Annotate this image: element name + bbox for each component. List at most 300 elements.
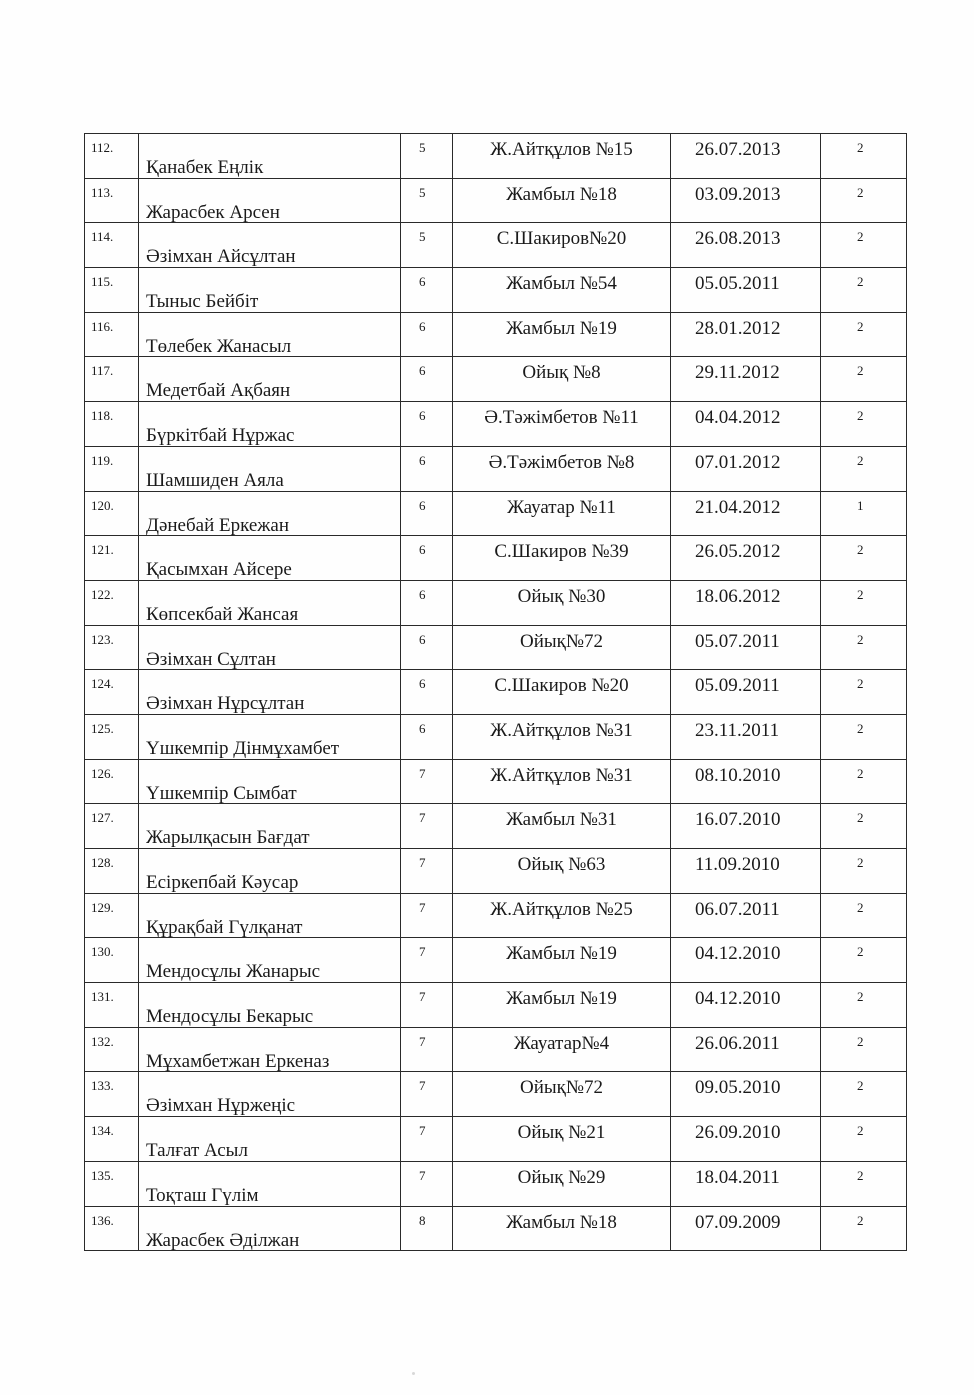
students-table-body <box>85 134 907 1251</box>
date-cell <box>671 893 821 938</box>
table-row <box>85 714 907 759</box>
grade-value: 6 <box>419 497 426 513</box>
row-number: 117. <box>91 363 114 379</box>
name-cell <box>139 357 401 402</box>
name-cell <box>139 491 401 536</box>
students-table <box>84 133 907 1251</box>
address-value: Ж.Айтқұлов №25 <box>490 898 633 920</box>
count-value: 2 <box>857 408 864 424</box>
address-cell <box>453 714 671 759</box>
number-cell <box>85 357 139 402</box>
date-cell <box>671 491 821 536</box>
grade-value: 6 <box>419 542 426 558</box>
address-cell <box>453 312 671 357</box>
birth-date: 26.07.2013 <box>695 139 781 160</box>
grade-cell <box>401 804 453 849</box>
address-cell <box>453 893 671 938</box>
birth-date: 03.09.2013 <box>695 183 781 205</box>
address-cell <box>453 1072 671 1117</box>
count-value: 2 <box>857 542 864 558</box>
address-cell <box>453 491 671 536</box>
row-number: 112. <box>91 140 114 155</box>
date-cell <box>671 134 821 179</box>
name-cell <box>139 849 401 894</box>
count-value: 2 <box>857 452 864 468</box>
count-value: 2 <box>857 944 864 960</box>
student-name: Тыныс Бейбіт <box>146 291 259 313</box>
address-value: Ойық№72 <box>519 630 603 652</box>
student-name: Шамшиден Аяла <box>146 469 284 491</box>
count-cell <box>821 1161 907 1206</box>
student-name: Әзімхан Нұрсұлтан <box>146 693 305 715</box>
grade-cell <box>401 670 453 715</box>
name-cell <box>139 268 401 313</box>
grade-value: 6 <box>419 363 426 379</box>
address-value: Ойық №21 <box>517 1122 606 1144</box>
date-cell <box>671 759 821 804</box>
address-cell <box>453 446 671 491</box>
count-cell <box>821 536 907 581</box>
count-cell <box>821 491 907 536</box>
count-value: 2 <box>857 810 864 826</box>
date-cell <box>671 357 821 402</box>
row-number: 122. <box>91 586 114 602</box>
birth-date: 26.09.2010 <box>695 1122 781 1144</box>
count-cell <box>821 1072 907 1117</box>
address-value: Жамбыл №19 <box>506 988 617 1010</box>
count-value: 2 <box>857 184 864 200</box>
date-cell <box>671 1206 821 1251</box>
number-cell <box>85 1161 139 1206</box>
birth-date: 07.09.2009 <box>695 1211 781 1233</box>
grade-cell <box>401 625 453 670</box>
address-value: С.Шакиров №20 <box>494 675 629 697</box>
count-value: 2 <box>857 1033 864 1049</box>
date-cell <box>671 714 821 759</box>
row-number: 129. <box>91 899 114 915</box>
birth-date: 04.12.2010 <box>695 988 781 1010</box>
name-cell <box>139 1072 401 1117</box>
birth-date: 04.04.2012 <box>695 407 781 429</box>
grade-cell <box>401 536 453 581</box>
name-cell <box>139 1161 401 1206</box>
address-cell <box>453 759 671 804</box>
number-cell <box>85 536 139 581</box>
count-value: 2 <box>857 631 864 647</box>
table-row <box>85 1206 907 1251</box>
name-cell <box>139 804 401 849</box>
number-cell <box>85 134 139 179</box>
grade-cell <box>401 402 453 447</box>
student-name: Жарылқасын Бағдат <box>146 827 310 849</box>
name-cell <box>139 670 401 715</box>
number-cell <box>85 670 139 715</box>
address-cell <box>453 1027 671 1072</box>
count-cell <box>821 134 907 179</box>
name-cell <box>139 1027 401 1072</box>
date-cell <box>671 402 821 447</box>
row-number: 132. <box>91 1033 114 1049</box>
count-value: 1 <box>857 497 864 513</box>
address-value: Ойық №30 <box>517 585 606 607</box>
grade-cell <box>401 1161 453 1206</box>
address-cell <box>453 178 671 223</box>
date-cell <box>671 446 821 491</box>
table-row <box>85 536 907 581</box>
count-cell <box>821 357 907 402</box>
grade-cell <box>401 312 453 357</box>
grade-cell <box>401 1072 453 1117</box>
date-cell <box>671 312 821 357</box>
grade-value: 7 <box>419 1123 426 1139</box>
birth-date: 11.09.2010 <box>695 854 780 875</box>
row-number: 114. <box>91 229 114 245</box>
count-value: 2 <box>857 1123 864 1139</box>
name-cell <box>139 402 401 447</box>
date-cell <box>671 1072 821 1117</box>
date-cell <box>671 1117 821 1162</box>
grade-cell <box>401 268 453 313</box>
count-value: 2 <box>857 140 864 155</box>
row-number: 133. <box>91 1078 114 1094</box>
birth-date: 05.05.2011 <box>695 273 780 295</box>
student-name: Үшкемпір Дінмұхамбет <box>146 737 340 759</box>
address-value: Жамбыл №31 <box>506 809 617 831</box>
grade-cell <box>401 983 453 1028</box>
table-row <box>85 983 907 1028</box>
row-number: 116. <box>91 318 114 334</box>
count-value: 2 <box>857 363 864 379</box>
grade-value: 7 <box>419 1078 426 1094</box>
grade-value: 7 <box>419 1033 426 1049</box>
number-cell <box>85 402 139 447</box>
grade-cell <box>401 580 453 625</box>
scan-speck <box>412 1372 415 1375</box>
birth-date: 26.06.2011 <box>695 1032 780 1054</box>
address-value: Жамбыл №18 <box>506 1211 617 1233</box>
number-cell <box>85 1027 139 1072</box>
name-cell <box>139 714 401 759</box>
address-value: Жауатар№4 <box>513 1032 610 1054</box>
number-cell <box>85 1206 139 1251</box>
student-name: Мендосұлы Жанарыс <box>146 961 321 983</box>
count-cell <box>821 268 907 313</box>
date-cell <box>671 804 821 849</box>
student-name: Мендосұлы Бекарыс <box>146 1006 314 1028</box>
count-value: 2 <box>857 229 864 245</box>
count-value: 2 <box>857 274 864 290</box>
student-name: Жарасбек Арсен <box>146 201 280 223</box>
address-value: Жауатар №11 <box>507 496 616 518</box>
number-cell <box>85 268 139 313</box>
grade-cell <box>401 849 453 894</box>
table-row <box>85 491 907 536</box>
number-cell <box>85 759 139 804</box>
address-cell <box>453 1206 671 1251</box>
date-cell <box>671 625 821 670</box>
grade-cell <box>401 446 453 491</box>
grade-cell <box>401 938 453 983</box>
count-cell <box>821 714 907 759</box>
birth-date: 06.07.2011 <box>695 898 780 920</box>
number-cell <box>85 849 139 894</box>
address-value: Ойық№72 <box>519 1077 603 1099</box>
grade-value: 7 <box>419 1167 426 1183</box>
address-cell <box>453 536 671 581</box>
number-cell <box>85 580 139 625</box>
count-value: 2 <box>857 318 864 334</box>
number-cell <box>85 625 139 670</box>
grade-value: 7 <box>419 944 426 960</box>
birth-date: 28.01.2012 <box>695 317 781 339</box>
grade-value: 6 <box>419 631 426 647</box>
grade-value: 6 <box>419 586 426 602</box>
number-cell <box>85 804 139 849</box>
grade-value: 6 <box>419 318 426 334</box>
date-cell <box>671 536 821 581</box>
address-value: С.Шакиров№20 <box>496 228 627 250</box>
address-cell <box>453 357 671 402</box>
name-cell <box>139 134 401 179</box>
row-number: 118. <box>91 408 114 424</box>
address-cell <box>453 849 671 894</box>
name-cell <box>139 983 401 1028</box>
row-number: 113. <box>91 184 114 200</box>
name-cell <box>139 446 401 491</box>
name-cell <box>139 1117 401 1162</box>
birth-date: 08.10.2010 <box>695 764 781 786</box>
address-cell <box>453 625 671 670</box>
name-cell <box>139 223 401 268</box>
grade-value: 7 <box>419 765 426 781</box>
row-number: 115. <box>91 274 114 290</box>
number-cell <box>85 223 139 268</box>
count-cell <box>821 1027 907 1072</box>
row-number: 131. <box>91 989 114 1005</box>
count-cell <box>821 580 907 625</box>
student-name: Әзімхан Айсұлтан <box>146 246 296 268</box>
row-number: 120. <box>91 497 114 513</box>
date-cell <box>671 849 821 894</box>
table-row <box>85 1161 907 1206</box>
row-number: 128. <box>91 855 114 870</box>
date-cell <box>671 1027 821 1072</box>
grade-value: 7 <box>419 855 426 870</box>
birth-date: 18.06.2012 <box>695 585 781 607</box>
student-name: Тоқташ Гүлім <box>146 1184 259 1206</box>
name-cell <box>139 625 401 670</box>
count-value: 2 <box>857 855 864 870</box>
count-cell <box>821 178 907 223</box>
name-cell <box>139 938 401 983</box>
count-cell <box>821 1206 907 1251</box>
grade-cell <box>401 357 453 402</box>
birth-date: 16.07.2010 <box>695 809 781 831</box>
grade-value: 5 <box>419 229 426 245</box>
number-cell <box>85 178 139 223</box>
number-cell <box>85 491 139 536</box>
row-number: 134. <box>91 1123 114 1139</box>
student-name: Құрақбай Гүлқанат <box>146 916 303 938</box>
birth-date: 26.05.2012 <box>695 541 781 563</box>
grade-value: 8 <box>419 1212 426 1228</box>
student-name: Бүркітбай Нұржас <box>146 425 295 447</box>
student-name: Көпсекбай Жансая <box>146 603 299 625</box>
grade-value: 6 <box>419 452 426 468</box>
table-row <box>85 446 907 491</box>
grade-value: 6 <box>419 408 426 424</box>
student-name: Талғат Асыл <box>146 1140 248 1162</box>
table-row <box>85 804 907 849</box>
table-row <box>85 759 907 804</box>
address-cell <box>453 1117 671 1162</box>
table-row <box>85 1072 907 1117</box>
count-cell <box>821 312 907 357</box>
table-row <box>85 670 907 715</box>
date-cell <box>671 938 821 983</box>
student-name: Әзімхан Нұржеңіс <box>146 1095 296 1117</box>
student-name: Үшкемпір Сымбат <box>146 782 297 804</box>
table-row <box>85 223 907 268</box>
address-cell <box>453 223 671 268</box>
birth-date: 21.04.2012 <box>695 496 781 518</box>
grade-value: 7 <box>419 989 426 1005</box>
count-cell <box>821 849 907 894</box>
birth-date: 05.07.2011 <box>695 630 780 652</box>
address-value: Жамбыл №18 <box>506 183 617 205</box>
address-cell <box>453 268 671 313</box>
row-number: 124. <box>91 676 114 692</box>
birth-date: 29.11.2012 <box>695 362 780 384</box>
address-value: Жамбыл №19 <box>506 943 617 965</box>
number-cell <box>85 1117 139 1162</box>
grade-cell <box>401 893 453 938</box>
count-cell <box>821 670 907 715</box>
table-row <box>85 1117 907 1162</box>
table-row <box>85 402 907 447</box>
row-number: 123. <box>91 631 114 647</box>
grade-cell <box>401 491 453 536</box>
birth-date: 23.11.2011 <box>695 719 780 741</box>
count-cell <box>821 804 907 849</box>
count-value: 2 <box>857 1212 864 1228</box>
grade-value: 7 <box>419 810 426 826</box>
date-cell <box>671 178 821 223</box>
address-value: Ж.Айтқұлов №31 <box>490 719 633 741</box>
count-cell <box>821 402 907 447</box>
grade-cell <box>401 1117 453 1162</box>
row-number: 121. <box>91 542 114 558</box>
date-cell <box>671 268 821 313</box>
row-number: 130. <box>91 944 114 960</box>
address-value: Ж.Айтқұлов №31 <box>490 764 633 786</box>
grade-cell <box>401 1206 453 1251</box>
count-value: 2 <box>857 1167 864 1183</box>
count-cell <box>821 1117 907 1162</box>
count-cell <box>821 893 907 938</box>
address-cell <box>453 1161 671 1206</box>
row-number: 126. <box>91 765 114 781</box>
name-cell <box>139 759 401 804</box>
table-row <box>85 134 907 179</box>
grade-cell <box>401 1027 453 1072</box>
birth-date: 18.04.2011 <box>695 1166 780 1188</box>
count-cell <box>821 625 907 670</box>
date-cell <box>671 1161 821 1206</box>
student-name: Жарасбек Әділжан <box>146 1229 300 1251</box>
row-number: 127. <box>91 810 114 826</box>
row-number: 135. <box>91 1167 114 1183</box>
grade-value: 6 <box>419 274 426 290</box>
grade-value: 6 <box>419 676 426 692</box>
address-value: Ойық №29 <box>517 1166 606 1188</box>
number-cell <box>85 312 139 357</box>
count-value: 2 <box>857 1078 864 1094</box>
count-cell <box>821 759 907 804</box>
count-cell <box>821 983 907 1028</box>
student-name: Дәнебай Еркежан <box>146 514 290 536</box>
student-name: Төлебек Жанасыл <box>146 335 292 357</box>
number-cell <box>85 446 139 491</box>
address-cell <box>453 983 671 1028</box>
count-value: 2 <box>857 899 864 915</box>
address-cell <box>453 134 671 179</box>
count-value: 2 <box>857 989 864 1005</box>
row-number: 136. <box>91 1212 114 1228</box>
table-row <box>85 357 907 402</box>
number-cell <box>85 893 139 938</box>
birth-date: 07.01.2012 <box>695 451 781 473</box>
table-row <box>85 178 907 223</box>
address-value: Жамбыл №54 <box>506 273 617 295</box>
date-cell <box>671 983 821 1028</box>
grade-value: 5 <box>419 184 426 200</box>
count-value: 2 <box>857 676 864 692</box>
table-row <box>85 938 907 983</box>
name-cell <box>139 893 401 938</box>
number-cell <box>85 714 139 759</box>
table-row <box>85 893 907 938</box>
address-value: С.Шакиров №39 <box>494 541 629 563</box>
date-cell <box>671 670 821 715</box>
grade-value: 5 <box>419 140 426 155</box>
number-cell <box>85 1072 139 1117</box>
address-value: Ойық №8 <box>522 362 601 384</box>
count-value: 2 <box>857 765 864 781</box>
name-cell <box>139 536 401 581</box>
birth-date: 04.12.2010 <box>695 943 781 965</box>
student-name: Медетбай Ақбаян <box>146 380 291 402</box>
table-row <box>85 580 907 625</box>
date-cell <box>671 223 821 268</box>
name-cell <box>139 312 401 357</box>
birth-date: 09.05.2010 <box>695 1077 781 1099</box>
name-cell <box>139 580 401 625</box>
row-number: 125. <box>91 720 114 736</box>
address-value: Ә.Тәжімбетов №11 <box>484 407 639 429</box>
address-value: Ойық №63 <box>517 854 606 875</box>
table-row <box>85 625 907 670</box>
table-row <box>85 1027 907 1072</box>
count-cell <box>821 223 907 268</box>
student-name: Қанабек Еңлік <box>146 157 264 178</box>
grade-cell <box>401 134 453 179</box>
address-cell <box>453 938 671 983</box>
row-number: 119. <box>91 452 114 468</box>
address-cell <box>453 580 671 625</box>
table-row <box>85 312 907 357</box>
grade-cell <box>401 714 453 759</box>
